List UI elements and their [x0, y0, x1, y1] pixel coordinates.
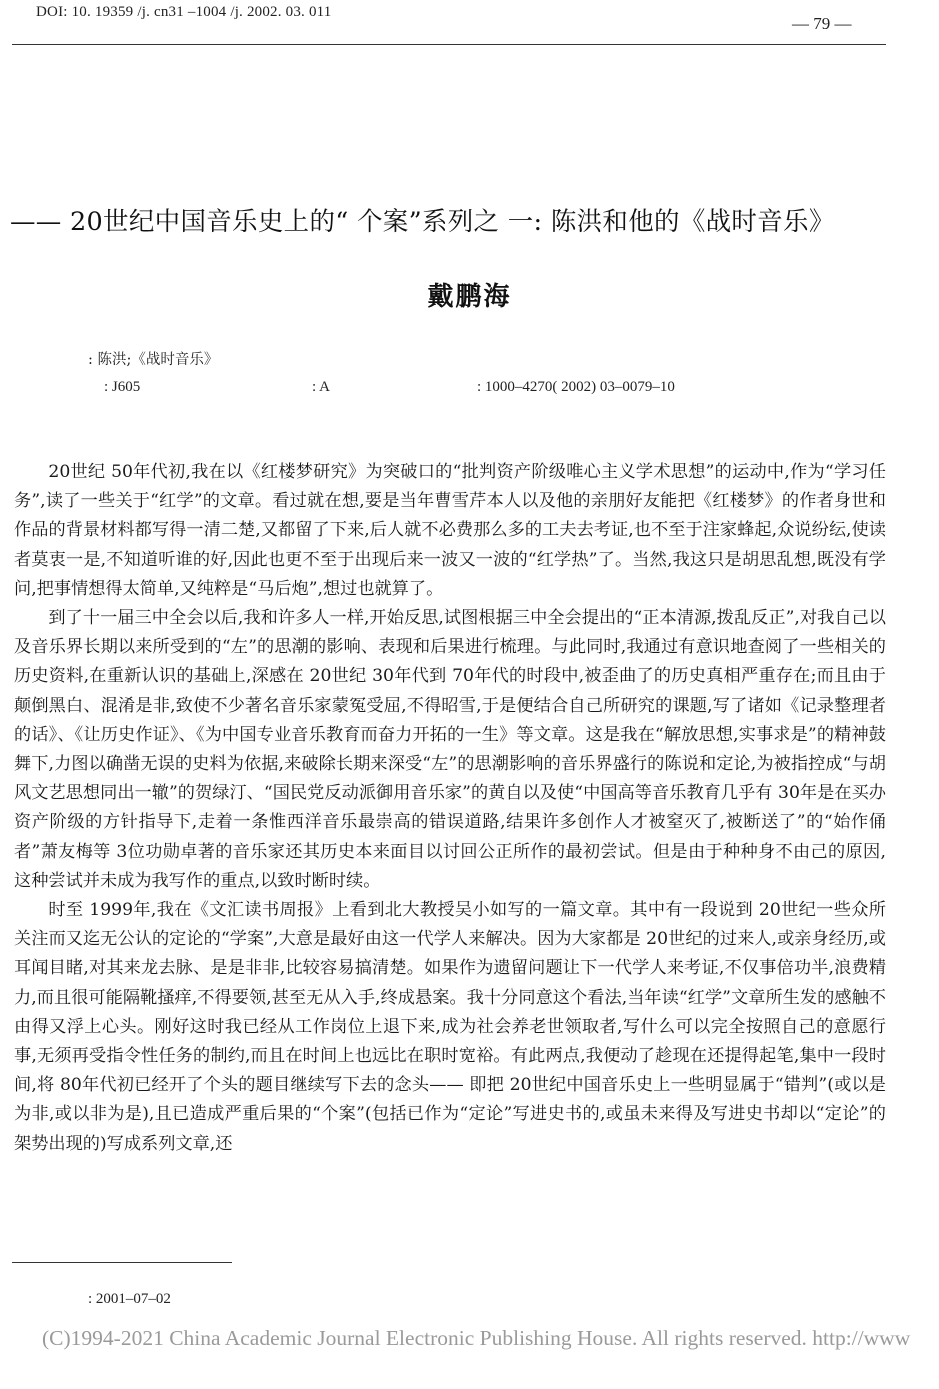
footnote-rule — [12, 1262, 232, 1263]
header-rule — [12, 44, 886, 45]
received-date: : 2001–07–02 — [88, 1291, 171, 1307]
classification-number: : J605 — [104, 379, 141, 395]
page-number: — 79 — — [792, 14, 852, 33]
article-body — [14, 458, 886, 1159]
body-paragraph: 20世纪 50年代初,我在以《红楼梦研究》为突破口的“批判资产阶级唯心主义学术思想”的运动中,作为“学习任务”,读了一些关于“红学”的文章。看过就在想,要是当年曹雪芹本人以及他的亲朋好友能把《红楼梦》的作者身世和作品的背景材料都写得一清二楚,又都留了下来,后人就不必费那么多的工夫去考证,也不至于注家蜂起,众说纷纭,使读者莫衷一是,不知道听谁的好,因此也更不至于出现后来一波又一波的“红学热”了。当然,我这只是胡思乱想,既没有学问,把事情想得太简单,又纯粹是“马后炮”,想过也就算了。 — [14, 462, 886, 599]
article-id: : 1000–4270( 2002) 03–0079–10 — [477, 379, 675, 395]
copyright-watermark: (C)1994-2021 China Academic Journal Electronic Publishing House. All rights reserved. http://www — [42, 1326, 911, 1350]
author-name: 戴鹏海 — [427, 282, 512, 312]
doi-line: DOI: 10. 19359 /j. cn31 –1004 /j. 2002. 03. 011 — [36, 4, 332, 20]
keywords-line: : 陈洪;《战时音乐》 — [88, 352, 219, 368]
body-paragraph: 时至 1999年,我在《文汇读书周报》上看到北大教授吴小如写的一篇文章。其中有一段说到 20世纪一些众所关注而又迄无公认的定论的“学案”,大意是最好由这一代学人来解决。因为大家都是 20世纪的过来人,或亲身经历,或耳闻目睹,对其来龙去脉、是是非非,比较容易搞清楚。如果作为遗留问题让下一代学人来考证,不仅事倍功半,浪费精力,而且很可能隔靴搔痒,不得要领,甚至无从入手,终成悬案。我十分同意这个看法,当年读“红学”文章所生发的感触不由得又浮上心头。刚好这时我已经从工作岗位上退下来,成为社会养老世领取者,写什么可以完全按照自己的意愿行事,无须再受指令性任务的制约,而且在时间上也远比在职时宽裕。有此两点,我便动了趁现在还提得起笔,集中一段时间,将 80年代初已经开了个头的题目继续写下去的念头—— 即把 20世纪中国音乐史上一些明显属于“错判”(或以是为非,或以非为是),且已造成严重后果的“个案”(包括已作为“定论”写进史书的,或虽未来得及写进史书却以“定论”的架势出现的)写成系列文章,还 — [14, 900, 886, 1154]
body-paragraph: 到了十一届三中全会以后,我和许多人一样,开始反思,试图根据三中全会提出的“正本清源,拨乱反正”,对我自己以及音乐界长期以来所受到的“左”的思潮的影响、表现和后果进行梳理。与此同时,我通过有意识地查阅了一些相关的历史资料,在重新认识的基础上,深感在 20世纪 30年代到 70年代的时段中,被歪曲了的历史真相严重存在;而且由于颠倒黑白、混淆是非,致使不少著名音乐家蒙冤受屈,不得昭雪,于是便结合自己所研究的课题,写了诸如《记录整理者的话》、《让历史作证》、《为中国专业音乐教育而奋力开拓的一生》等文章。这是我在“解放思想,实事求是”的精神鼓舞下,力图以确凿无误的史料为依据,来破除长期来深受“左”的思潮影响的音乐界盛行的陈说和定论,为被指控成“与胡风文艺思想同出一辙”的贺绿汀、“国民党反动派御用音乐家”的黄自以及使“中国高等音乐教育几乎有 30年是在买办资产阶级的方针指导下,走着一条惟西洋音乐最崇高的错误道路,结果许多创作人才被窒灭了,被断送了”的“始作俑者”萧友梅等 3位功勋卓著的音乐家还其历史本来面目以讨回公正所作的最初尝试。但是由于种种身不由己的原因,这种尝试并未成为我写作的重点,以致时断时续。 — [14, 608, 886, 891]
document-code: : A — [312, 379, 330, 395]
article-subtitle: —— 20世纪中国音乐史上的“ 个案”系列之 一: 陈洪和他的《战时音乐》 — [10, 207, 835, 237]
